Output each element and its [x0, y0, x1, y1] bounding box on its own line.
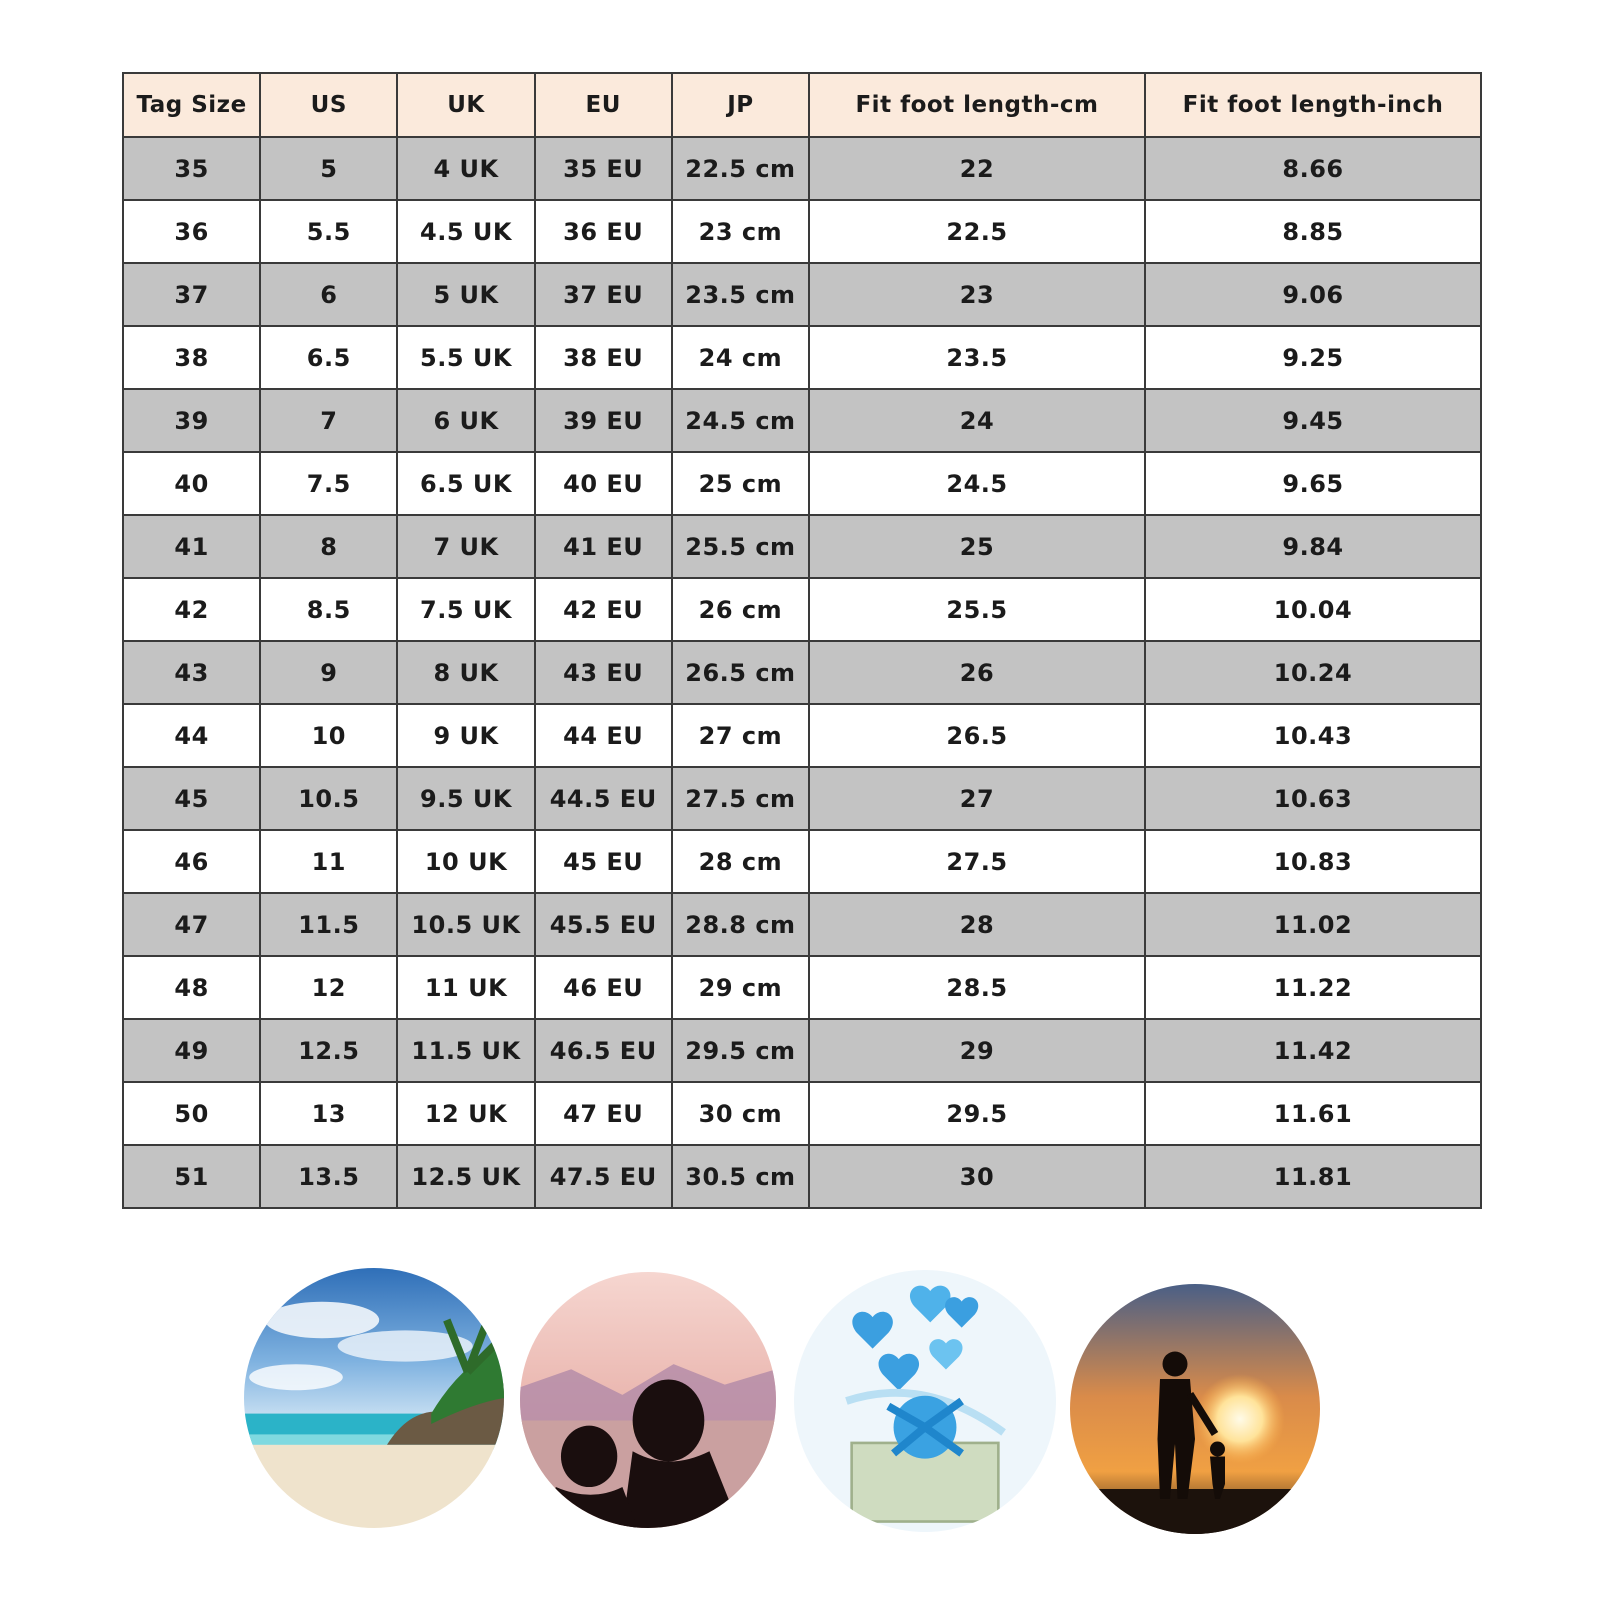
cell-eu: 46 EU [535, 956, 672, 1019]
cell-uk: 11.5 UK [397, 1019, 534, 1082]
cell-jp: 22.5 cm [672, 137, 809, 200]
cell-uk: 4.5 UK [397, 200, 534, 263]
photo-strip [0, 1268, 1600, 1538]
cell-foot-length-inch: 10.63 [1145, 767, 1481, 830]
cell-foot-length-inch: 8.85 [1145, 200, 1481, 263]
cell-tag-size: 48 [123, 956, 260, 1019]
cell-uk: 4 UK [397, 137, 534, 200]
cell-foot-length-inch: 11.81 [1145, 1145, 1481, 1208]
cell-uk: 6.5 UK [397, 452, 534, 515]
cell-foot-length-cm: 26 [809, 641, 1145, 704]
beach-photo [244, 1268, 504, 1528]
cell-jp: 27.5 cm [672, 767, 809, 830]
cell-foot-length-inch: 9.84 [1145, 515, 1481, 578]
cell-us: 5.5 [260, 200, 397, 263]
cell-foot-length-inch: 9.25 [1145, 326, 1481, 389]
cell-foot-length-inch: 9.06 [1145, 263, 1481, 326]
table-row [123, 578, 1481, 641]
cell-foot-length-cm: 24 [809, 389, 1145, 452]
cell-jp: 28 cm [672, 830, 809, 893]
cell-jp: 26 cm [672, 578, 809, 641]
cell-jp: 25.5 cm [672, 515, 809, 578]
cell-eu: 37 EU [535, 263, 672, 326]
table-body [123, 137, 1481, 1208]
cell-uk: 9.5 UK [397, 767, 534, 830]
cell-foot-length-cm: 28.5 [809, 956, 1145, 1019]
table-row [123, 1019, 1481, 1082]
table-row [123, 830, 1481, 893]
cell-foot-length-cm: 28 [809, 893, 1145, 956]
cell-eu: 36 EU [535, 200, 672, 263]
cell-jp: 30.5 cm [672, 1145, 809, 1208]
cell-foot-length-cm: 27 [809, 767, 1145, 830]
table-row [123, 956, 1481, 1019]
cell-jp: 29.5 cm [672, 1019, 809, 1082]
header-cell-uk: UK [397, 73, 534, 137]
cell-tag-size: 36 [123, 200, 260, 263]
cell-foot-length-cm: 25 [809, 515, 1145, 578]
couple-silhouette-photo [520, 1272, 776, 1528]
cell-jp: 27 cm [672, 704, 809, 767]
cell-uk: 7.5 UK [397, 578, 534, 641]
cell-us: 12 [260, 956, 397, 1019]
cell-eu: 44.5 EU [535, 767, 672, 830]
cell-foot-length-inch: 11.61 [1145, 1082, 1481, 1145]
father-child-sunset-photo [1070, 1284, 1320, 1534]
cell-uk: 9 UK [397, 704, 534, 767]
cell-foot-length-inch: 10.43 [1145, 704, 1481, 767]
cell-eu: 45.5 EU [535, 893, 672, 956]
cell-tag-size: 42 [123, 578, 260, 641]
table-row [123, 515, 1481, 578]
table-row [123, 326, 1481, 389]
cell-foot-length-cm: 29 [809, 1019, 1145, 1082]
cell-eu: 46.5 EU [535, 1019, 672, 1082]
cell-tag-size: 40 [123, 452, 260, 515]
cell-foot-length-inch: 8.66 [1145, 137, 1481, 200]
cell-jp: 23.5 cm [672, 263, 809, 326]
cell-eu: 45 EU [535, 830, 672, 893]
cell-uk: 5 UK [397, 263, 534, 326]
cell-jp: 29 cm [672, 956, 809, 1019]
cell-eu: 44 EU [535, 704, 672, 767]
cell-tag-size: 47 [123, 893, 260, 956]
cell-eu: 41 EU [535, 515, 672, 578]
gift-box-hearts-photo [794, 1270, 1056, 1532]
cell-tag-size: 37 [123, 263, 260, 326]
cell-foot-length-inch: 10.04 [1145, 578, 1481, 641]
table-row [123, 893, 1481, 956]
cell-uk: 10.5 UK [397, 893, 534, 956]
cell-tag-size: 46 [123, 830, 260, 893]
table-row [123, 767, 1481, 830]
cell-foot-length-cm: 25.5 [809, 578, 1145, 641]
cell-uk: 6 UK [397, 389, 534, 452]
cell-tag-size: 51 [123, 1145, 260, 1208]
cell-eu: 40 EU [535, 452, 672, 515]
table-row [123, 704, 1481, 767]
cell-foot-length-cm: 30 [809, 1145, 1145, 1208]
size-chart-table [122, 72, 1482, 1209]
table-row [123, 263, 1481, 326]
cell-us: 9 [260, 641, 397, 704]
cell-foot-length-cm: 26.5 [809, 704, 1145, 767]
cell-eu: 38 EU [535, 326, 672, 389]
cell-tag-size: 41 [123, 515, 260, 578]
cell-eu: 35 EU [535, 137, 672, 200]
table-row [123, 641, 1481, 704]
cell-us: 10 [260, 704, 397, 767]
header-cell-foot-length-inch: Fit foot length-inch [1145, 73, 1481, 137]
cell-jp: 24 cm [672, 326, 809, 389]
cell-us: 13.5 [260, 1145, 397, 1208]
cell-tag-size: 49 [123, 1019, 260, 1082]
cell-eu: 42 EU [535, 578, 672, 641]
table-row [123, 452, 1481, 515]
cell-tag-size: 43 [123, 641, 260, 704]
table-row [123, 389, 1481, 452]
cell-us: 12.5 [260, 1019, 397, 1082]
cell-jp: 26.5 cm [672, 641, 809, 704]
cell-jp: 28.8 cm [672, 893, 809, 956]
table-row [123, 1145, 1481, 1208]
cell-uk: 12 UK [397, 1082, 534, 1145]
cell-us: 7.5 [260, 452, 397, 515]
cell-foot-length-cm: 27.5 [809, 830, 1145, 893]
cell-eu: 43 EU [535, 641, 672, 704]
cell-foot-length-inch: 9.45 [1145, 389, 1481, 452]
cell-us: 13 [260, 1082, 397, 1145]
cell-uk: 5.5 UK [397, 326, 534, 389]
cell-uk: 12.5 UK [397, 1145, 534, 1208]
cell-jp: 25 cm [672, 452, 809, 515]
header-cell-tag-size: Tag Size [123, 73, 260, 137]
cell-uk: 7 UK [397, 515, 534, 578]
header-cell-foot-length-cm: Fit foot length-cm [809, 73, 1145, 137]
cell-foot-length-cm: 22 [809, 137, 1145, 200]
cell-us: 5 [260, 137, 397, 200]
cell-foot-length-inch: 11.22 [1145, 956, 1481, 1019]
cell-tag-size: 39 [123, 389, 260, 452]
cell-foot-length-cm: 29.5 [809, 1082, 1145, 1145]
cell-foot-length-inch: 10.24 [1145, 641, 1481, 704]
cell-eu: 39 EU [535, 389, 672, 452]
cell-us: 11 [260, 830, 397, 893]
cell-eu: 47.5 EU [535, 1145, 672, 1208]
header-row [123, 73, 1481, 137]
cell-foot-length-cm: 22.5 [809, 200, 1145, 263]
cell-uk: 11 UK [397, 956, 534, 1019]
cell-jp: 30 cm [672, 1082, 809, 1145]
cell-uk: 10 UK [397, 830, 534, 893]
cell-tag-size: 50 [123, 1082, 260, 1145]
cell-us: 11.5 [260, 893, 397, 956]
cell-tag-size: 45 [123, 767, 260, 830]
table-row [123, 1082, 1481, 1145]
cell-foot-length-inch: 11.42 [1145, 1019, 1481, 1082]
cell-us: 6.5 [260, 326, 397, 389]
cell-jp: 23 cm [672, 200, 809, 263]
cell-foot-length-inch: 9.65 [1145, 452, 1481, 515]
cell-foot-length-cm: 23 [809, 263, 1145, 326]
cell-us: 6 [260, 263, 397, 326]
cell-eu: 47 EU [535, 1082, 672, 1145]
cell-tag-size: 44 [123, 704, 260, 767]
header-cell-eu: EU [535, 73, 672, 137]
cell-foot-length-inch: 10.83 [1145, 830, 1481, 893]
cell-us: 7 [260, 389, 397, 452]
cell-foot-length-cm: 23.5 [809, 326, 1145, 389]
header-cell-jp: JP [672, 73, 809, 137]
cell-us: 8 [260, 515, 397, 578]
cell-tag-size: 38 [123, 326, 260, 389]
cell-tag-size: 35 [123, 137, 260, 200]
cell-us: 10.5 [260, 767, 397, 830]
cell-jp: 24.5 cm [672, 389, 809, 452]
cell-foot-length-cm: 24.5 [809, 452, 1145, 515]
table-row [123, 137, 1481, 200]
cell-uk: 8 UK [397, 641, 534, 704]
table-row [123, 200, 1481, 263]
cell-foot-length-inch: 11.02 [1145, 893, 1481, 956]
header-cell-us: US [260, 73, 397, 137]
cell-us: 8.5 [260, 578, 397, 641]
